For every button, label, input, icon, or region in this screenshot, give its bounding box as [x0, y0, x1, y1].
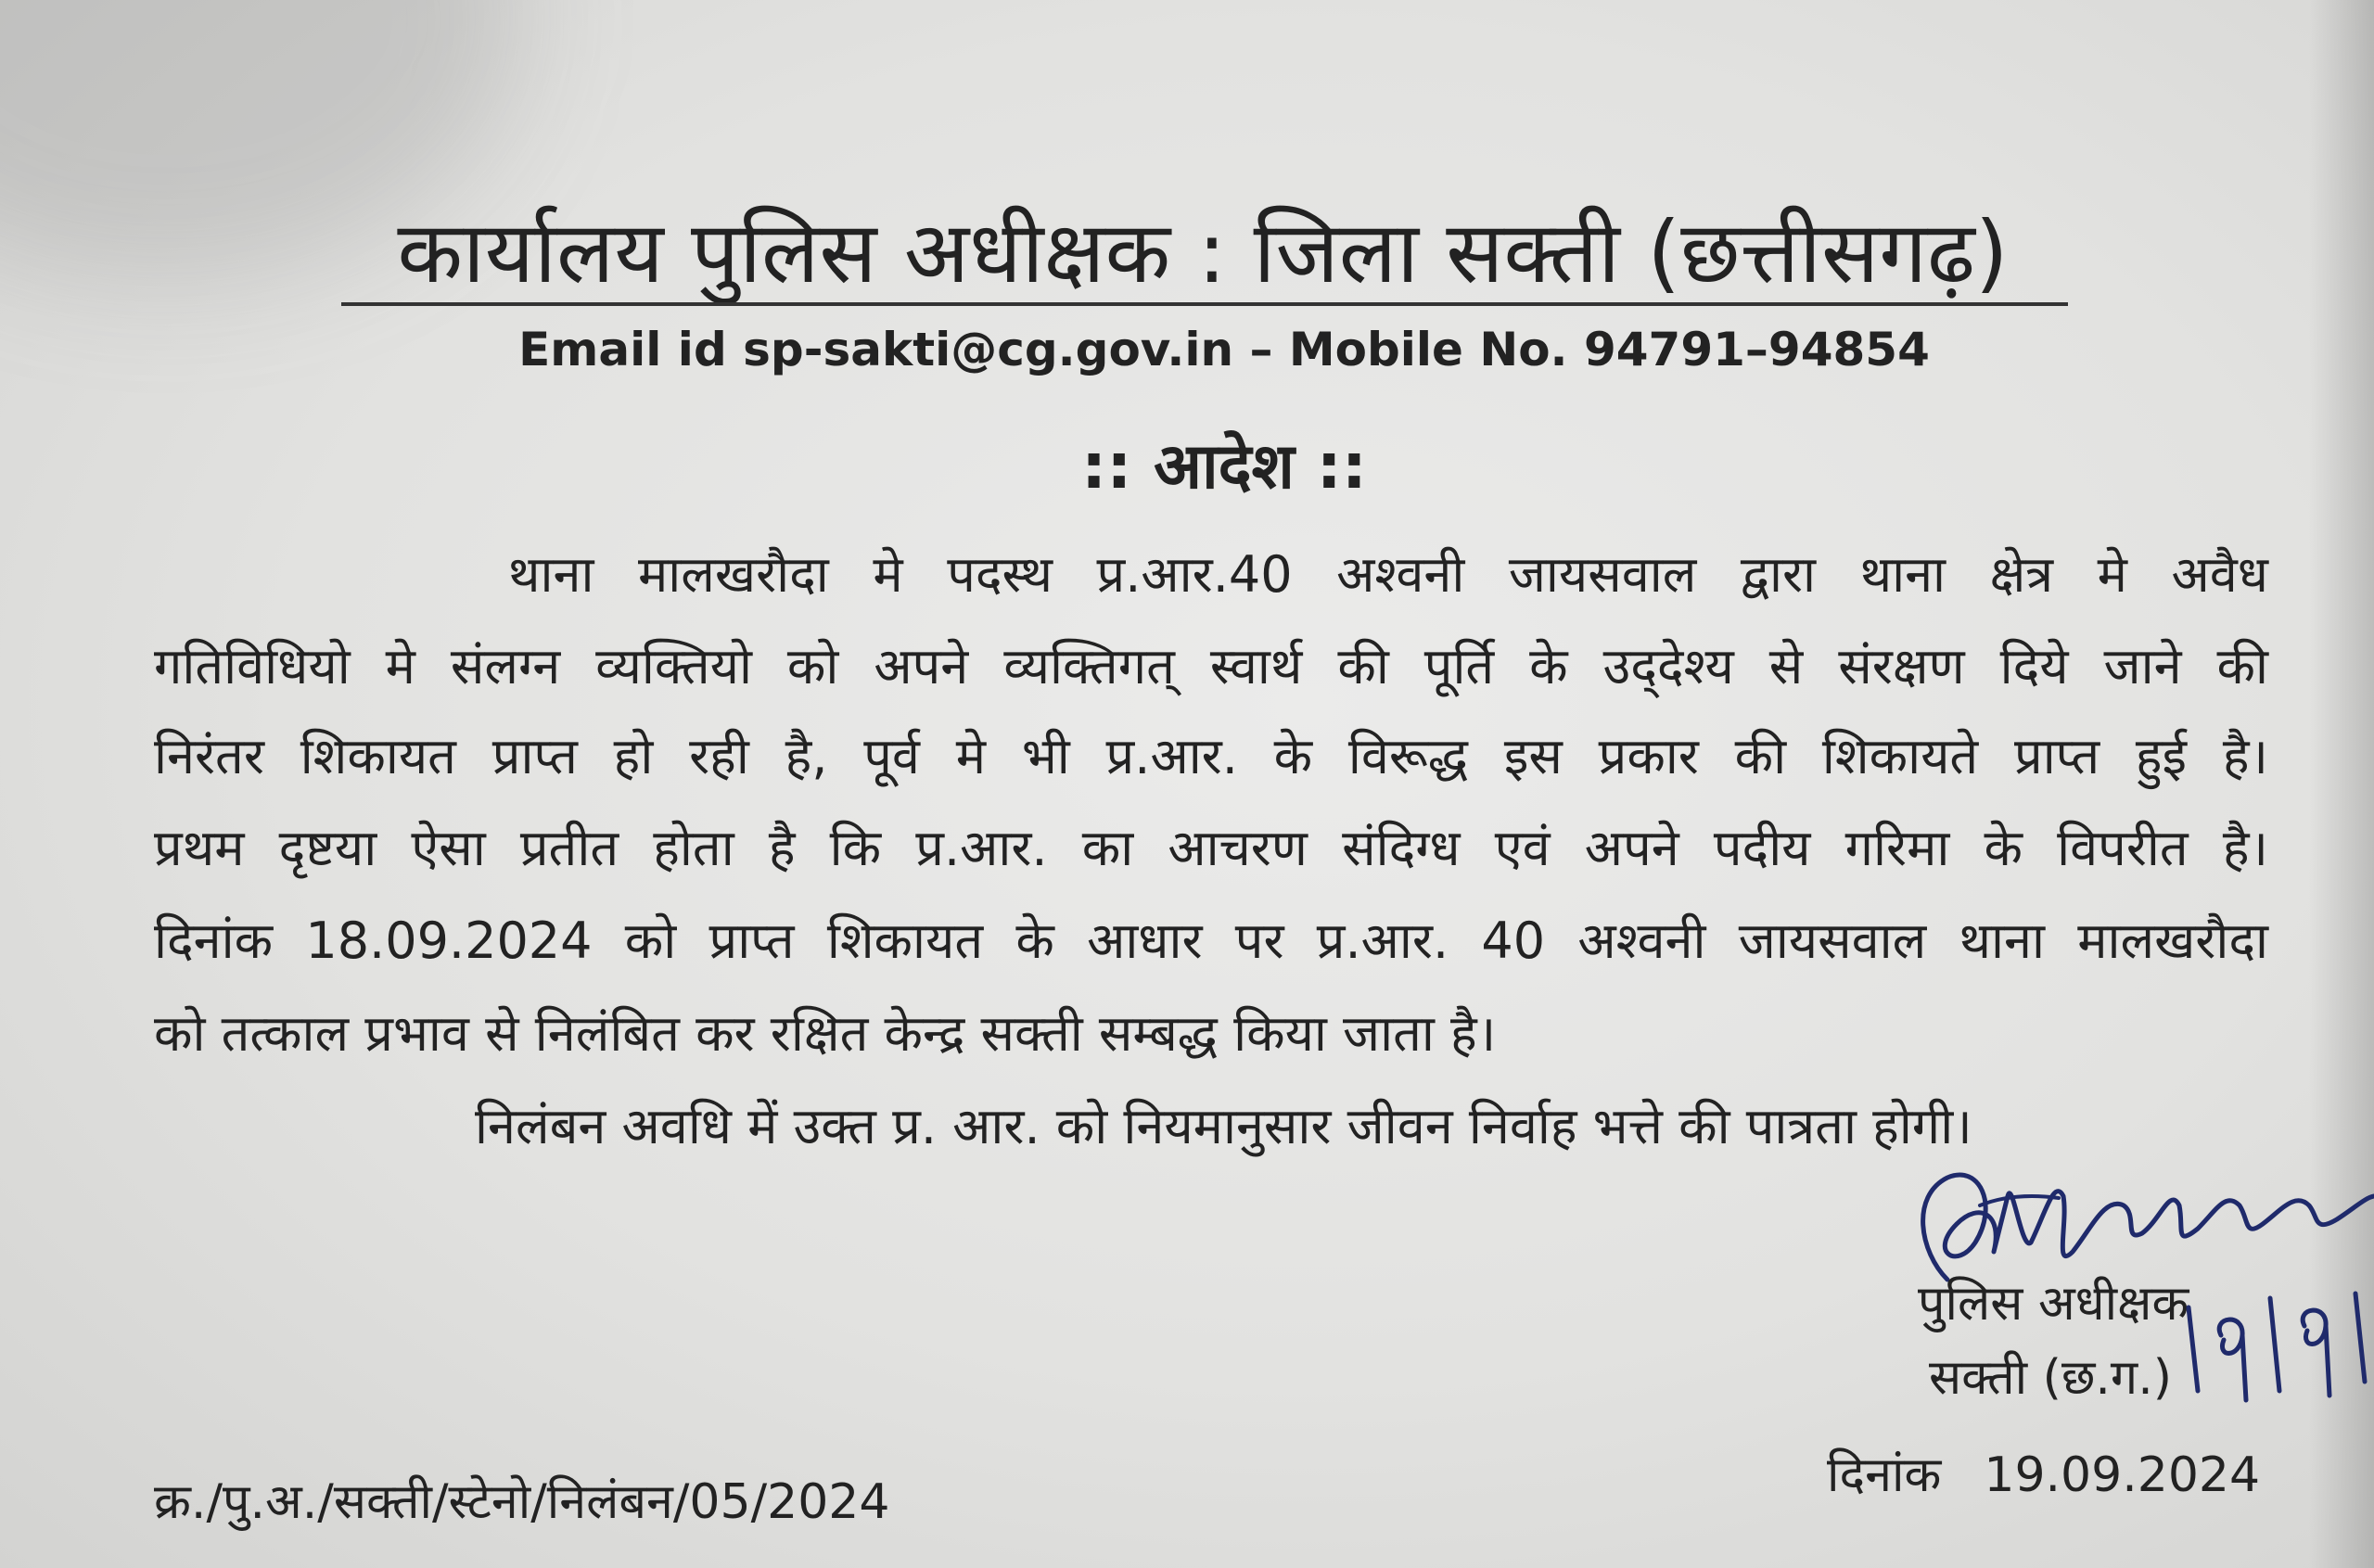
- paragraph-line-1: थाना मालखरौदा मे पदस्थ प्र.आर.40 अश्वनी जायसवाल द्वारा थाना क्षेत्र मे अवैध: [508, 545, 2268, 604]
- order-title: :: आदेश ::: [1081, 430, 1367, 504]
- paragraph-line-2: गतिविधियो मे संलग्न व्यक्तियो को अपने व्यक्तिगत् स्वार्थ की पूर्ति के उद्‌देश्य से संरक्षण दिये जाने की: [154, 637, 2268, 695]
- contact-line: Email id sp-sakti@cg.gov.in – Mobile No. 94791–94854: [518, 323, 1930, 376]
- reference-number: क्र./पु.अ./सक्ती/स्टेनो/निलंबन/05/2024: [154, 1474, 890, 1530]
- paragraph-line-4: प्रथम दृष्टया ऐसा प्रतीत होता है कि प्र.आर. का आचरण संदिग्ध एवं अपने पदीय गरिमा के विपरीत है।: [154, 819, 2268, 877]
- signatory-designation: पुलिस अधीक्षक: [1918, 1276, 2189, 1332]
- order-date: [1827, 1444, 2260, 1507]
- paragraph-line-3: निरंतर शिकायत प्राप्त हो रही है, पूर्व मे भी प्र.आर. के विरूद्ध इस प्रकार की शिकायते प्राप्त हुई है।: [154, 727, 2268, 785]
- order-date-label: दिनांक: [1827, 1447, 1942, 1503]
- signatory-place: सक्ती (छ.ग.): [1929, 1350, 2173, 1406]
- title-underline: [341, 302, 2068, 306]
- paragraph-line-5: दिनांक 18.09.2024 को प्राप्त शिकायत के आधार पर प्र.आर. 40 अश्वनी जायसवाल थाना मालखरौदा: [154, 911, 2268, 970]
- office-title: कार्यालय पुलिस अधीक्षक : जिला सक्ती (छत्तीसगढ़): [397, 203, 2009, 302]
- paragraph-line-6: को तत्काल प्रभाव से निलंबित कर रक्षित केन्द्र सक्ती सम्बद्ध किया जाता है।: [154, 1004, 1497, 1063]
- order-date-value: 19.09.2024: [1984, 1447, 2261, 1503]
- handwritten-date-mark: [2179, 1270, 2374, 1419]
- paragraph-2: निलंबन अवधि में उक्त प्र. आर. को नियमानुसार जीवन निर्वाह भत्ते की पात्रता होगी।: [475, 1097, 1972, 1155]
